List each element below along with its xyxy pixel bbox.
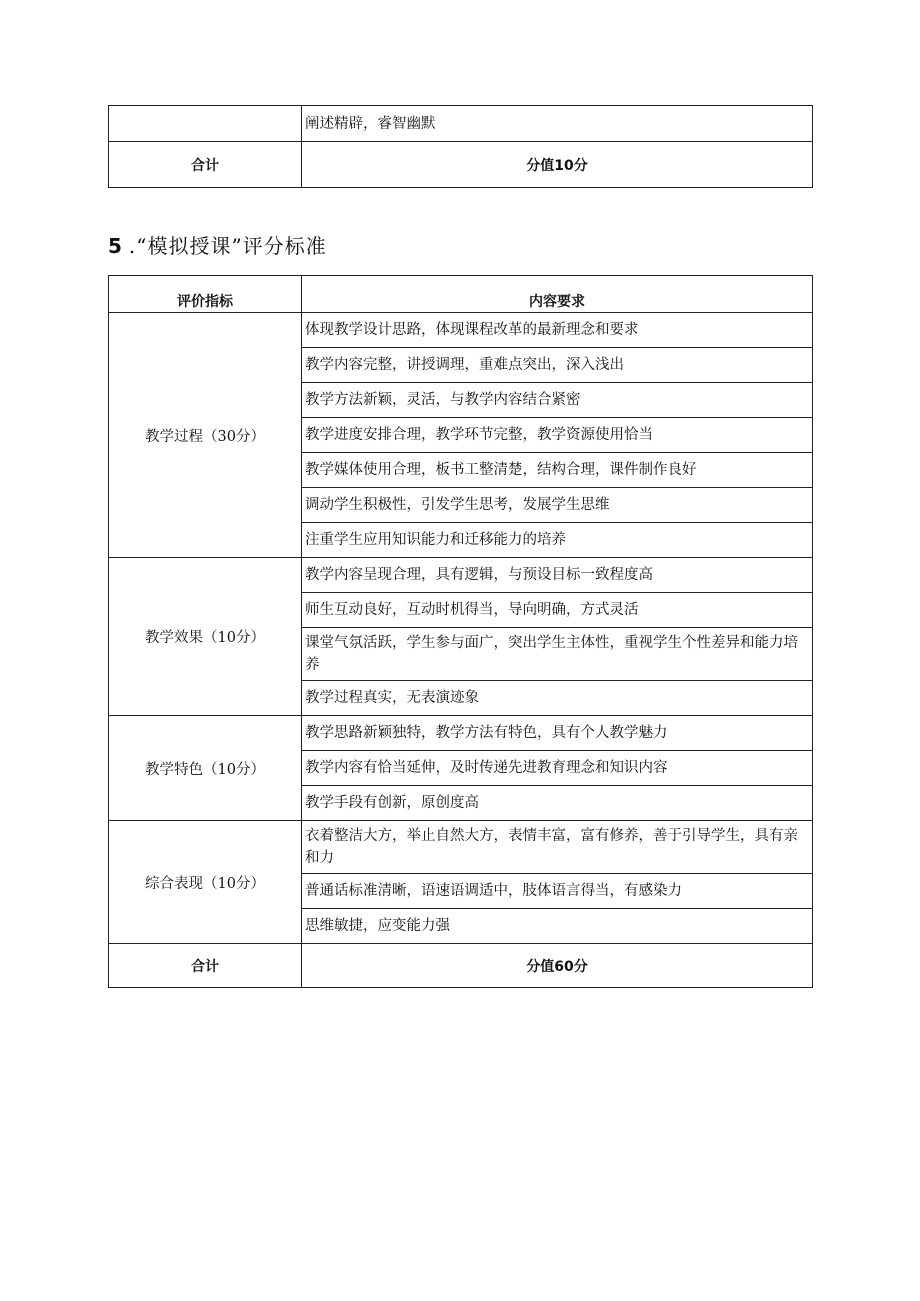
empty-indicator-cell: [109, 106, 302, 142]
table-row: [109, 821, 813, 874]
total-value: 分值10分: [302, 142, 813, 188]
requirement-cell: 教学内容有恰当延伸，及时传递先进教育理念和知识内容: [302, 751, 813, 786]
table-row: [109, 558, 813, 593]
group-label-teaching-process: 教学过程（30分）: [109, 313, 302, 558]
total-row: [109, 142, 813, 188]
requirement-cell: 师生互动良好，互动时机得当，导向明确，方式灵活: [302, 593, 813, 628]
header-requirement: 内容要求: [302, 276, 813, 313]
requirement-cell: 教学内容完整，讲授调理，重难点突出，深入浅出: [302, 348, 813, 383]
scoring-criteria-table: [108, 275, 813, 988]
section-heading: [108, 230, 327, 259]
requirement-cell: 课堂气氛活跃，学生参与面广，突出学生主体性，重视学生个性差异和能力培养: [302, 628, 813, 681]
table-row: [109, 106, 813, 142]
table-row: [109, 313, 813, 348]
table-continuation: [108, 105, 813, 188]
requirement-cell: 教学过程真实，无表演迹象: [302, 681, 813, 716]
section-title: .“模拟授课”评分标准: [128, 234, 327, 258]
requirement-cell: 注重学生应用知识能力和迁移能力的培养: [302, 523, 813, 558]
requirement-cell: 思维敏捷，应变能力强: [302, 909, 813, 944]
total-label: 合计: [109, 944, 302, 988]
header-indicator: 评价指标: [109, 276, 302, 313]
total-value: 分值60分: [302, 944, 813, 988]
requirement-cell: 调动学生积极性，引发学生思考，发展学生思维: [302, 488, 813, 523]
group-label-overall-performance: 综合表现（10分）: [109, 821, 302, 944]
section-number: 5: [108, 234, 123, 258]
group-label-teaching-feature: 教学特色（10分）: [109, 716, 302, 821]
requirement-cell: 衣着整洁大方，举止自然大方，表情丰富，富有修养，善于引导学生，具有亲和力: [302, 821, 813, 874]
requirement-cell: 教学内容呈现合理，具有逻辑，与预设目标一致程度高: [302, 558, 813, 593]
group-label-teaching-effect: 教学效果（10分）: [109, 558, 302, 716]
requirement-cell: 教学手段有创新，原创度高: [302, 786, 813, 821]
requirement-cell: 教学思路新颖独特，教学方法有特色，具有个人教学魅力: [302, 716, 813, 751]
total-row: [109, 944, 813, 988]
requirement-cell: 教学方法新颖，灵活，与教学内容结合紧密: [302, 383, 813, 418]
requirement-cell: 普通话标准清晰，语速语调适中，肢体语言得当，有感染力: [302, 874, 813, 909]
requirement-cell: 教学进度安排合理，教学环节完整，教学资源使用恰当: [302, 418, 813, 453]
requirement-cell: 教学媒体使用合理，板书工整清楚，结构合理，课件制作良好: [302, 453, 813, 488]
table-row: [109, 716, 813, 751]
requirement-cell: 体现教学设计思路，体现课程改革的最新理念和要求: [302, 313, 813, 348]
total-label: 合计: [109, 142, 302, 188]
header-row: [109, 276, 813, 313]
requirement-cell: 阐述精辟，睿智幽默: [302, 106, 813, 142]
